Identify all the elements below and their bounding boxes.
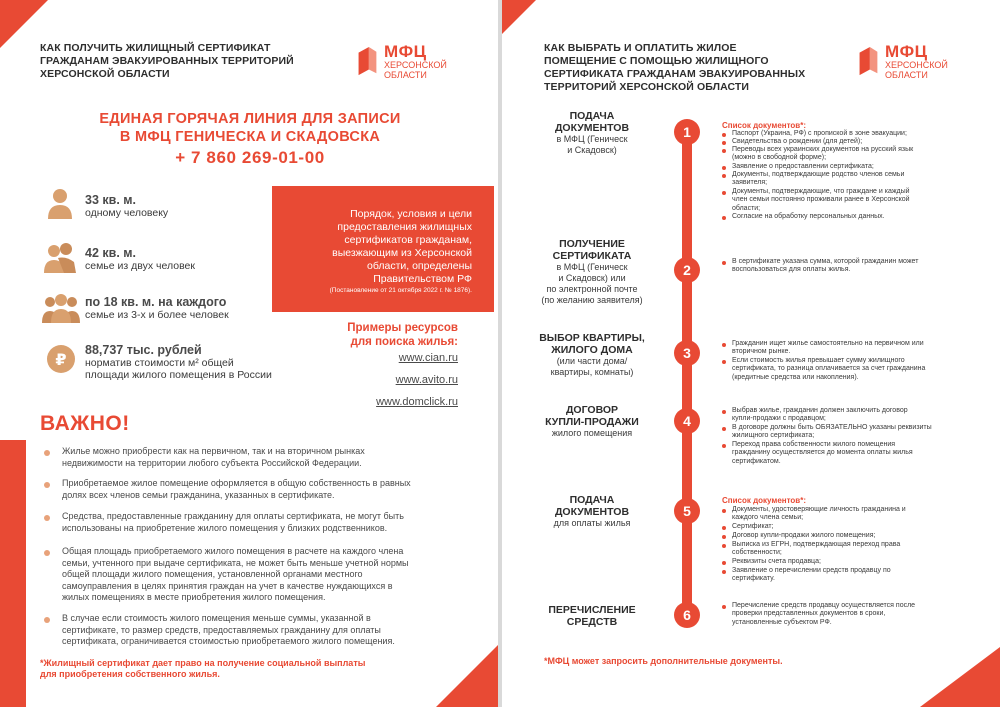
step-1-number: 1 bbox=[674, 119, 700, 145]
step-5-heading: ПОДАЧА ДОКУМЕНТОВ для оплаты жилья bbox=[553, 494, 631, 528]
step-5-bullet bbox=[722, 509, 726, 513]
left-leaflet bbox=[0, 0, 498, 707]
bullet-dot bbox=[44, 515, 50, 521]
step-1-bullet bbox=[722, 141, 726, 145]
step-2-bullet bbox=[722, 261, 726, 265]
step-5-number: 5 bbox=[674, 498, 700, 524]
step-4-item: В договоре должны быть ОБЯЗАТЕЛЬНО указаны реквизиты жилищного сертификата; bbox=[732, 424, 932, 440]
corner-triangle-bottom-right bbox=[920, 647, 1000, 707]
step-4-bullet bbox=[722, 410, 726, 414]
step-3-item: Гражданин ищет жилье самостоятельно на первичном или вторичном рынке. bbox=[732, 340, 924, 356]
step-1-item: Паспорт (Украина, РФ) с пропиской в зоне эвакуации; bbox=[732, 130, 907, 137]
stat-4: 88,737 тыс. рублей норматив стоимости м² общей площади жилого помещения в России bbox=[85, 343, 272, 381]
step-5-bullet bbox=[722, 570, 726, 574]
step-4-item: Переход права собственности жилого помещения гражданину осуществляется до момента оплаты жилья сертификатом. bbox=[732, 441, 913, 465]
step-5-item: Сертификат; bbox=[732, 523, 774, 530]
step-5-bullet bbox=[722, 544, 726, 548]
svg-text:₽: ₽ bbox=[55, 350, 67, 369]
stat-1: 33 кв. м. одному человеку bbox=[85, 193, 169, 219]
step-3-bullet bbox=[722, 360, 726, 364]
step-5-bullet bbox=[722, 561, 726, 565]
mfc-logo: МФЦ ХЕРСОНСКОЙ ОБЛАСТИ bbox=[856, 44, 948, 80]
step-2-heading: ПОЛУЧЕНИЕ СЕРТИФИКАТА в МФЦ (Геническ и Скадовск) или по электронной почте (по желанию заявителя) bbox=[541, 238, 643, 305]
corner-triangle-bottom-right bbox=[436, 645, 498, 707]
step-2-item: В сертификате указана сумма, которой гражданин может воспользоваться для оплаты жилья. bbox=[732, 258, 919, 274]
step-5-item: Документы, удостоверяющие личность гражданина и каждого члена семьи; bbox=[732, 506, 906, 522]
bullet-dot bbox=[44, 482, 50, 488]
step-5-bullet bbox=[722, 526, 726, 530]
two-persons-icon bbox=[42, 242, 78, 274]
step-4-bullet bbox=[722, 427, 726, 431]
step-1-heading: ПОДАЧА ДОКУМЕНТОВ в МФЦ (Геническ и Скадовск) bbox=[554, 110, 630, 155]
step-1-bullet bbox=[722, 166, 726, 170]
step-2-number: 2 bbox=[674, 257, 700, 283]
step-6-heading: ПЕРЕЧИСЛЕНИЕ СРЕДСТВ bbox=[548, 604, 636, 628]
step-5-item: Выписка из ЕГРН, подтверждающая переход права собственности; bbox=[732, 541, 901, 557]
link-avito[interactable]: www.avito.ru bbox=[395, 374, 458, 386]
step-1-bullet bbox=[722, 149, 726, 153]
mfc-logo-icon bbox=[355, 47, 379, 77]
step-3-item: Если стоимость жилья превышает сумму жилищного сертификата, то разница оплачивается за счет гражданина (кредитные средства или накопления). bbox=[732, 357, 926, 381]
step-1-item: Согласие на обработку персональных данных. bbox=[732, 213, 885, 220]
step-1-item: Свидетельства о рождении (для детей); bbox=[732, 138, 863, 145]
step-6-item: Перечисление средств продавцу осуществляется после проверки представленных документов в сроки, установленные субъектом РФ. bbox=[732, 602, 916, 626]
important-item-4: Общая площадь приобретаемого жилого помещения в расчете на каждого члена семьи, учтенного при выдаче сертификата, не может быть меньше учетной нормы общей площади жилого помещения, установленной органами местного самоуправления в целях принятия граждан на учет в качестве нуждающихся в жилых помещениях в месте приобретения жилого помещения. bbox=[62, 546, 409, 602]
mfc-logo-icon bbox=[856, 47, 880, 77]
person-icon bbox=[45, 188, 75, 220]
bullet-dot bbox=[44, 617, 50, 623]
corner-triangle-top-left bbox=[0, 0, 48, 48]
step-5-item: Заявление о перечислении средств продавцу по сертификату. bbox=[732, 567, 891, 583]
step-1-bullet bbox=[722, 191, 726, 195]
three-persons-icon bbox=[40, 292, 82, 324]
step-4-heading: ДОГОВОР КУПЛИ-ПРОДАЖИ жилого помещения bbox=[545, 404, 639, 438]
step-3-heading: ВЫБОР КВАРТИРЫ, ЖИЛОГО ДОМА (или части дома/ квартиры, комнаты) bbox=[539, 332, 645, 377]
link-domclick[interactable]: www.domclick.ru bbox=[376, 396, 458, 408]
stat-3: по 18 кв. м. на каждого семье из 3-х и более человек bbox=[85, 295, 229, 321]
resources-title: Примеры ресурсов для поиска жилья: bbox=[347, 322, 458, 348]
step-1-item: Документы, подтверждающие, что граждане и каждый член семьи постоянно проживали ранее в Херсонской области; bbox=[732, 188, 910, 212]
step-4-bullet bbox=[722, 444, 726, 448]
important-heading: ВАЖНО! bbox=[40, 412, 130, 435]
step-1-bullet bbox=[722, 133, 726, 137]
page-title: КАК ВЫБРАТЬ И ОПЛАТИТЬ ЖИЛОЕ ПОМЕЩЕНИЕ С ПОМОЩЬЮ ЖИЛИЩНОГО СЕРТИФИКАТА ГРАЖДАНАМ ЭВАКУИРОВАННЫХ ТЕРРИТОРИЙ ХЕРСОНСКОЙ ОБЛАСТИ bbox=[544, 42, 806, 93]
right-leaflet bbox=[502, 0, 1000, 707]
step-6-bullet bbox=[722, 605, 726, 609]
step-3-bullet bbox=[722, 343, 726, 347]
important-item-2: Приобретаемое жилое помещение оформляется в общую собственность в равных долях всех членов семьи гражданина, указанных в сертификате. bbox=[62, 478, 411, 500]
bullet-dot bbox=[44, 550, 50, 556]
step-1-item: Заявление о предоставлении сертификата; bbox=[732, 163, 874, 170]
important-item-3: Средства, предоставленные гражданину для оплаты сертификата, не могут быть использованы на приобретение жилого помещения у близких родственников. bbox=[62, 511, 404, 533]
ruble-icon bbox=[46, 344, 76, 374]
step-1-bullet bbox=[722, 216, 726, 220]
hotline-phone[interactable]: + 7 860 269-01-00 bbox=[175, 148, 325, 167]
step-1-item: Документы, подтверждающие родство членов семьи заявителя; bbox=[732, 171, 905, 187]
link-cian[interactable]: www.cian.ru bbox=[398, 352, 458, 364]
step-5-item: Реквизиты счета продавца; bbox=[732, 558, 821, 565]
step-1-doc-title: Список документов*: bbox=[722, 121, 806, 130]
mfc-logo: МФЦ ХЕРСОНСКОЙ ОБЛАСТИ bbox=[355, 44, 447, 80]
legal-basis-box: Порядок, условия и цели предоставления жилищных сертификатов гражданам, выезжающим из Херсонской области, определены Правительством РФ (Постановление от 21 октября 2022 г. № 1876). bbox=[272, 186, 494, 312]
step-4-number: 4 bbox=[674, 408, 700, 434]
bullet-dot bbox=[44, 450, 50, 456]
step-3-number: 3 bbox=[674, 340, 700, 366]
timeline-bar bbox=[682, 126, 692, 616]
stat-2: 42 кв. м. семье из двух человек bbox=[85, 246, 195, 272]
hotline-heading: ЕДИНАЯ ГОРЯЧАЯ ЛИНИЯ ДЛЯ ЗАПИСИ В МФЦ ГЕНИЧЕСКА И СКАДОВСКА bbox=[99, 111, 401, 145]
step-5-bullet bbox=[722, 535, 726, 539]
step-4-item: Выбрав жилье, гражданин должен заключить договор купли-продажи с продавцом; bbox=[732, 407, 908, 423]
footnote: *МФЦ может запросить дополнительные документы. bbox=[544, 656, 783, 666]
step-5-item: Договор купли-продажи жилого помещения; bbox=[732, 532, 876, 539]
step-6-number: 6 bbox=[674, 602, 700, 628]
corner-triangle-top-left bbox=[502, 0, 536, 34]
step-5-doc-title: Список документов*: bbox=[722, 496, 806, 505]
footnote: *Жилищный сертификат дает право на получение социальной выплаты для приобретения собственного жилья. bbox=[40, 658, 366, 679]
page-title: КАК ПОЛУЧИТЬ ЖИЛИЩНЫЙ СЕРТИФИКАТ ГРАЖДАНАМ ЭВАКУИРОВАННЫХ ТЕРРИТОРИЙ ХЕРСОНСКОЙ ОБЛАСТИ bbox=[40, 42, 294, 80]
corner-triangle-bottom-left bbox=[0, 440, 26, 707]
important-item-5: В случае если стоимость жилого помещения меньше суммы, указанной в сертификате, то размер средств, предоставляемых гражданину для оплаты сертификата, ограничивается стоимостью приобретаемого жилого помещения. bbox=[62, 613, 395, 646]
step-1-item: Переводы всех украинских документов на русский язык (можно в свободной форме); bbox=[732, 146, 914, 162]
step-1-bullet bbox=[722, 174, 726, 178]
important-item-1: Жилье можно приобрести как на первичном, так и на вторичном рынках недвижимости на территории любого субъекта Российской Федерации. bbox=[62, 446, 365, 468]
